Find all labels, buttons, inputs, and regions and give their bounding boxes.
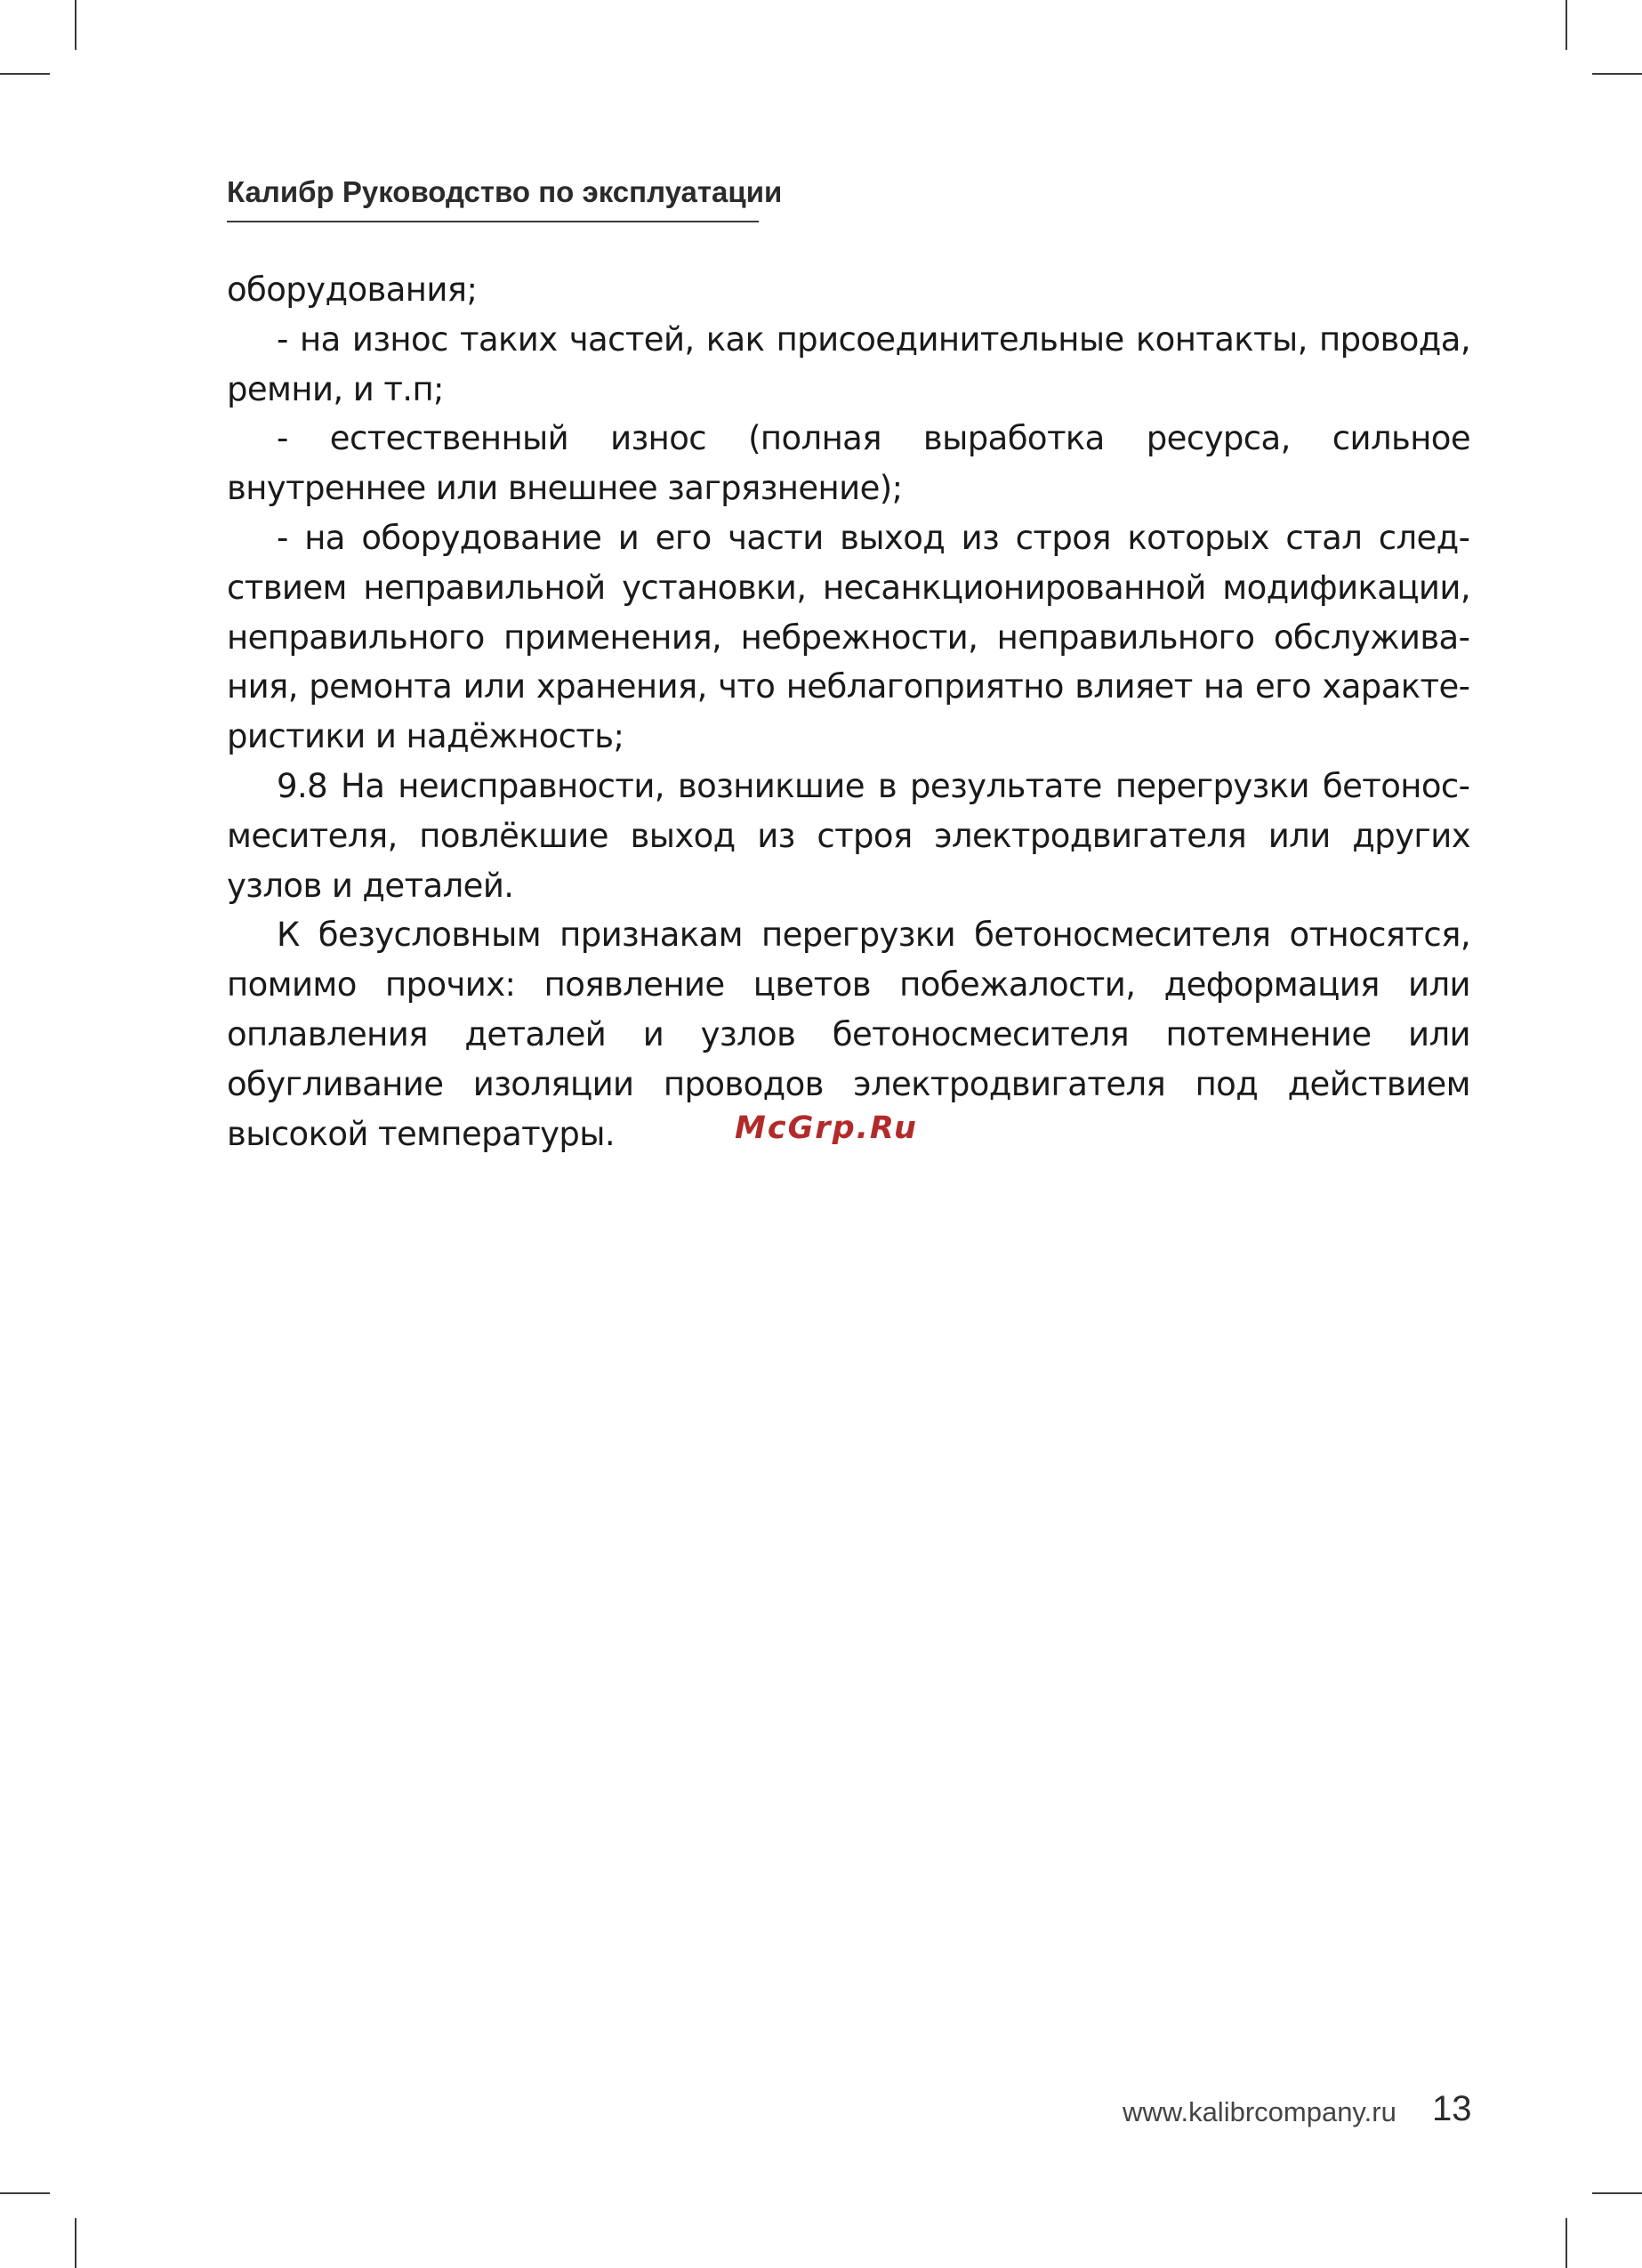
footer-url: www.kalibrcompany.ru: [1123, 2096, 1397, 2127]
crop-mark-top-left-h: [0, 73, 50, 75]
crop-mark-bottom-right-h: [1592, 2192, 1642, 2194]
paragraph: 9.8 На неисправности, возникшие в результате перегрузки бетоносмесителя, повлёкшие выход из строя электродвигателя или других узлов и деталей.: [227, 766, 1470, 905]
crop-mark-bottom-left: [75, 2218, 76, 2268]
paragraph: - естественный износ (полная выработка ресурса, сильное внутреннее или внешнее загрязнение);: [227, 419, 1470, 508]
paragraph: К безусловным признакам перегрузки бетоносмесителя относятся, помимо прочих: появление цветов побежалости, деформация или оплавления деталей и узлов бетоносмесителя потемнение или обугливание изоляции проводов электродвигателя под действием высокой температуры.: [227, 916, 1470, 1153]
page-number: 13: [1432, 2089, 1472, 2128]
paragraph: оборудования;: [227, 270, 478, 309]
body-text: [227, 265, 1470, 1158]
crop-mark-top-right: [1566, 0, 1567, 50]
watermark: McGrp.Ru: [735, 1110, 918, 1146]
running-title: Калибр Руководство по эксплуатации: [227, 174, 759, 222]
crop-mark-top-left: [75, 0, 76, 50]
paragraph: - на износ таких частей, как присоединительные контакты, провода, ремни, и т.п;: [227, 319, 1470, 408]
crop-mark-top-right-h: [1592, 73, 1642, 75]
crop-mark-bottom-right: [1566, 2218, 1567, 2268]
crop-mark-bottom-left-h: [0, 2192, 50, 2194]
paragraph: - на оборудование и его части выход из строя которых стал следствием неправильной установки, несанкционированной модификации, неправильного применения, небрежности, неправильного обслуживания, ремонта или хранения, что неблагоприятно влияет на его характеристики и надёжность;: [227, 518, 1470, 756]
